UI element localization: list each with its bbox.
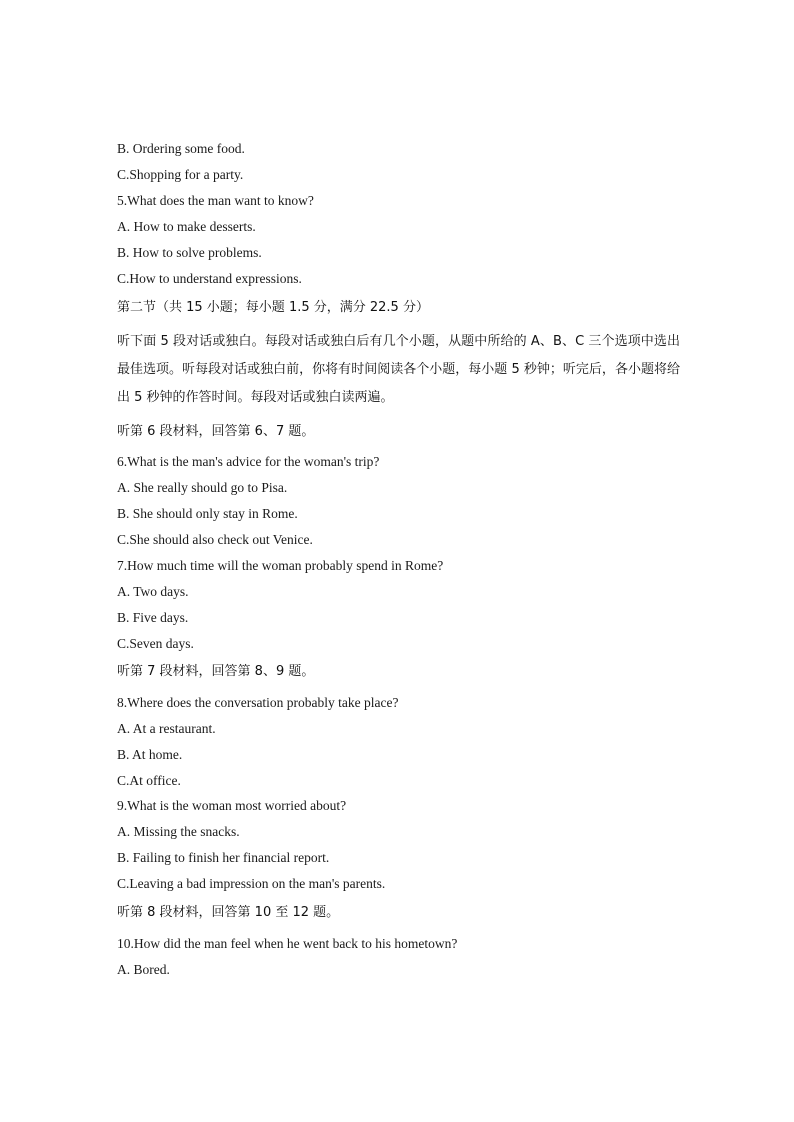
q4-option-c: C.Shopping for a party. [117, 167, 244, 182]
material-7-heading: 听第 7 段材料，回答第 8、9 题。 [117, 664, 315, 679]
q5-option-b: B. How to solve problems. [117, 245, 262, 260]
q9-option-a: A. Missing the snacks. [117, 824, 240, 839]
q5-option-a: A. How to make desserts. [117, 219, 256, 234]
q9-option-b: B. Failing to finish her financial report. [117, 850, 330, 865]
q4-option-b: B. Ordering some food. [117, 141, 245, 156]
question-8: 8.Where does the conversation probably take place? [117, 695, 399, 710]
question-9: 9.What is the woman most worried about? [117, 798, 347, 813]
material-8-heading: 听第 8 段材料，回答第 10 至 12 题。 [117, 905, 340, 920]
q8-option-b: B. At home. [117, 747, 183, 762]
question-6: 6.What is the man's advice for the woman's trip? [117, 454, 380, 469]
material-6-heading: 听第 6 段材料，回答第 6、7 题。 [117, 424, 315, 439]
q7-option-c: C.Seven days. [117, 636, 194, 651]
q9-option-c: C.Leaving a bad impression on the man's parents. [117, 876, 386, 891]
q6-option-c: C.She should also check out Venice. [117, 532, 313, 547]
q7-option-b: B. Five days. [117, 610, 189, 625]
section-2-title: 第二节（共 15 小题；每小题 1.5 分，满分 22.5 分） [117, 300, 429, 315]
q6-option-a: A. She really should go to Pisa. [117, 480, 288, 495]
question-10: 10.How did the man feel when he went back to his hometown? [117, 936, 458, 951]
q6-option-b: B. She should only stay in Rome. [117, 506, 298, 521]
q8-option-a: A. At a restaurant. [117, 721, 216, 736]
section-2-instructions: 听下面 5 段对话或独白。每段对话或独白后有几个小题，从题中所给的 A、B、C 三个选项中选出最佳选项。听每段对话或独白前，你将有时间阅读各个小题，每小题 5 秒钟；听完后，各小题将给出 5 秒钟的作答时间。每段对话或独白读两遍。 [117, 334, 680, 405]
q10-option-a: A. Bored. [117, 962, 170, 977]
question-7: 7.How much time will the woman probably spend in Rome? [117, 558, 444, 573]
question-5: 5.What does the man want to know? [117, 193, 314, 208]
q8-option-c: C.At office. [117, 773, 181, 788]
q5-option-c: C.How to understand expressions. [117, 271, 302, 286]
q7-option-a: A. Two days. [117, 584, 189, 599]
